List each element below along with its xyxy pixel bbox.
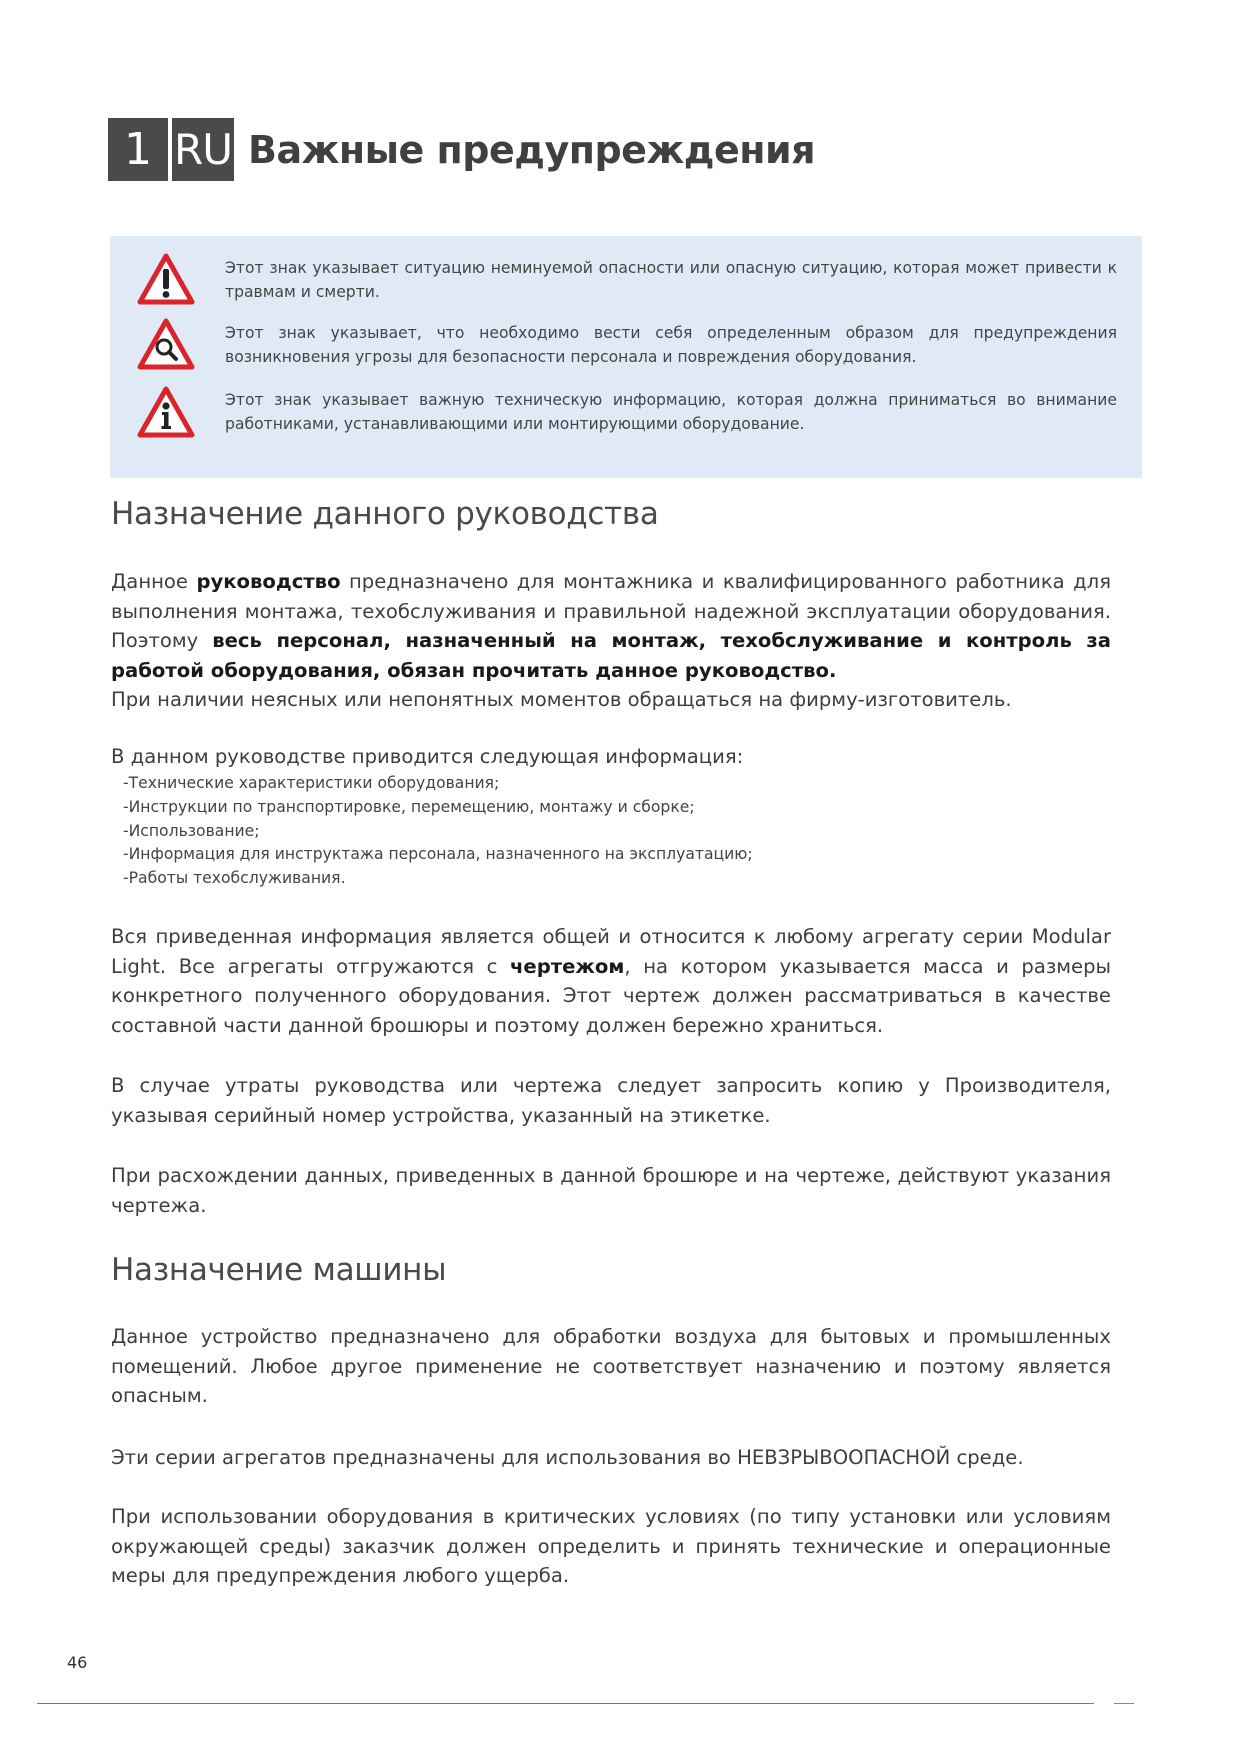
warning-text: Этот знак указывает важную техническую информацию, которая должна приниматься во внимание работниками, устанавливающими или монтирующими оборудование. — [225, 391, 1117, 433]
footer-mark — [1114, 1703, 1134, 1704]
manual-purpose-paragraph: Данное руководство предназначено для монтажника и квалифицированного работника для выполнения монтажа, техобслуживания и правильной надежной эксплуатации оборудования. Поэтому весь персонал, назначенный на монтаж, техобслуживание и контроль за работой оборудования, обязан прочитать данное руководство. При наличии неясных или непонятных моментов обращаться на фирму-изготовитель. — [111, 570, 1112, 711]
list-item: -Работы техобслуживания. — [123, 869, 346, 888]
page-title: Важные предупреждения — [248, 127, 816, 172]
list-item: -Использование; — [123, 821, 260, 840]
info-warning-icon — [136, 385, 196, 439]
list-item: -Инструкции по транспортировке, перемещению, монтажу и сборке; — [123, 797, 695, 816]
machine-purpose-paragraph: Данное устройство предназначено для обработки воздуха для бытовых и промышленных помещений. Любое другое применение не соответствует назначению и поэтому является опасным. — [111, 1325, 1111, 1407]
critical-conditions-paragraph: При использовании оборудования в критических условиях (по типу установки или условиям окружающей среды) заказчик должен определить и принять технические и операционные меры для предупреждения любого ущерба. — [111, 1505, 1111, 1587]
general-info-paragraph: Вся приведенная информация является общей и относится к любому агрегату серии Modular Light. Все агрегаты отгружаются с чертежом, на котором указывается масса и размеры конкретного полученного оборудования. Этот чертеж должен рассматриваться в качестве составной части данной брошюры и поэтому должен бережно храниться. — [111, 925, 1112, 1037]
footer-divider — [37, 1703, 1094, 1704]
discrepancy-paragraph: При расхождении данных, приведенных в данной брошюре и на чертеже, действуют указания чертежа. — [111, 1164, 1111, 1217]
page-number: 46 — [67, 1653, 88, 1672]
warnings-panel — [110, 236, 1142, 478]
warning-text: Этот знак указывает ситуацию неминуемой опасности или опасную ситуацию, которая может привести к травмам и смерти. — [225, 259, 1117, 301]
list-item: -Информация для инструктажа персонала, назначенного на эксплуатацию; — [123, 845, 753, 864]
environment-paragraph: Эти серии агрегатов предназначены для использования во НЕВЗРЫВООПАСНОЙ среде. — [111, 1446, 1024, 1469]
danger-exclamation-icon — [136, 252, 196, 306]
list-item: -Технические характеристики оборудования; — [123, 774, 500, 792]
language-code: RU — [172, 118, 234, 181]
section-number: 1 — [108, 118, 168, 181]
info-list — [123, 772, 753, 891]
caution-magnifier-icon — [136, 317, 196, 371]
section-header — [108, 118, 815, 181]
lost-manual-paragraph: В случае утраты руководства или чертежа следует запросить копию у Производителя, указывая серийный номер устройства, указанный на этикетке. — [111, 1074, 1111, 1127]
section-heading-machine: Назначение машины — [111, 1252, 447, 1288]
section-heading-manual: Назначение данного руководства — [111, 496, 659, 532]
warning-text: Этот знак указывает, что необходимо вести себя определенным образом для предупреждения возникновения угрозы для безопасности персонала и повреждения оборудования. — [225, 324, 1117, 366]
list-intro: В данном руководстве приводится следующая информация: — [111, 745, 744, 768]
